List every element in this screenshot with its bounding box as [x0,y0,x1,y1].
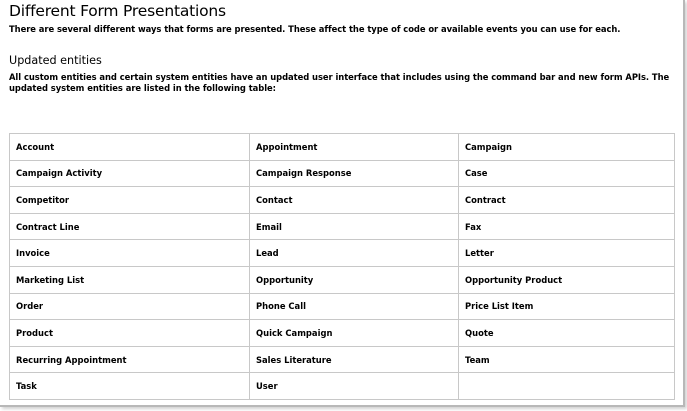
table-cell: Product [10,320,250,347]
table-cell: Recurring Appointment [10,346,250,373]
entities-table-body [10,134,675,400]
table-cell: Quote [459,320,675,347]
table-cell: Lead [250,240,459,267]
table-row [10,373,675,400]
table-cell: Opportunity Product [459,266,675,293]
table-cell: Phone Call [250,293,459,320]
table-cell: Contract Line [10,213,250,240]
table-cell: Campaign [459,134,675,161]
table-row [10,134,675,161]
table-row [10,240,675,267]
table-cell [459,373,675,400]
table-cell: Account [10,134,250,161]
table-cell: Team [459,346,675,373]
table-cell: Appointment [250,134,459,161]
table-row [10,187,675,214]
table-cell: Campaign Response [250,160,459,187]
table-cell: Task [10,373,250,400]
table-cell: Fax [459,213,675,240]
document-content [9,0,679,392]
table-cell: Marketing List [10,266,250,293]
table-cell: User [250,373,459,400]
table-cell: Campaign Activity [10,160,250,187]
table-row [10,213,675,240]
table-cell: Order [10,293,250,320]
page-title: Different Form Presentations [9,2,226,20]
table-cell: Opportunity [250,266,459,293]
table-row [10,160,675,187]
table-row [10,266,675,293]
section-heading: Updated entities [9,54,102,67]
table-cell: Invoice [10,240,250,267]
table-cell: Case [459,160,675,187]
table-row [10,293,675,320]
table-cell: Contract [459,187,675,214]
table-cell: Quick Campaign [250,320,459,347]
intro-paragraph: There are several different ways that forms are presented. These affect the type of code or available events you can use for each. [9,24,621,34]
table-cell: Price List Item [459,293,675,320]
table-cell: Contact [250,187,459,214]
table-cell: Letter [459,240,675,267]
table-row [10,346,675,373]
section-paragraph: All custom entities and certain system entities have an updated user interface that includes using the command bar and new form APIs. The updated system entities are listed in the following table: [9,72,670,93]
table-cell: Email [250,213,459,240]
table-cell: Competitor [10,187,250,214]
table-row [10,320,675,347]
table-cell: Sales Literature [250,346,459,373]
updated-entities-table [9,133,675,400]
